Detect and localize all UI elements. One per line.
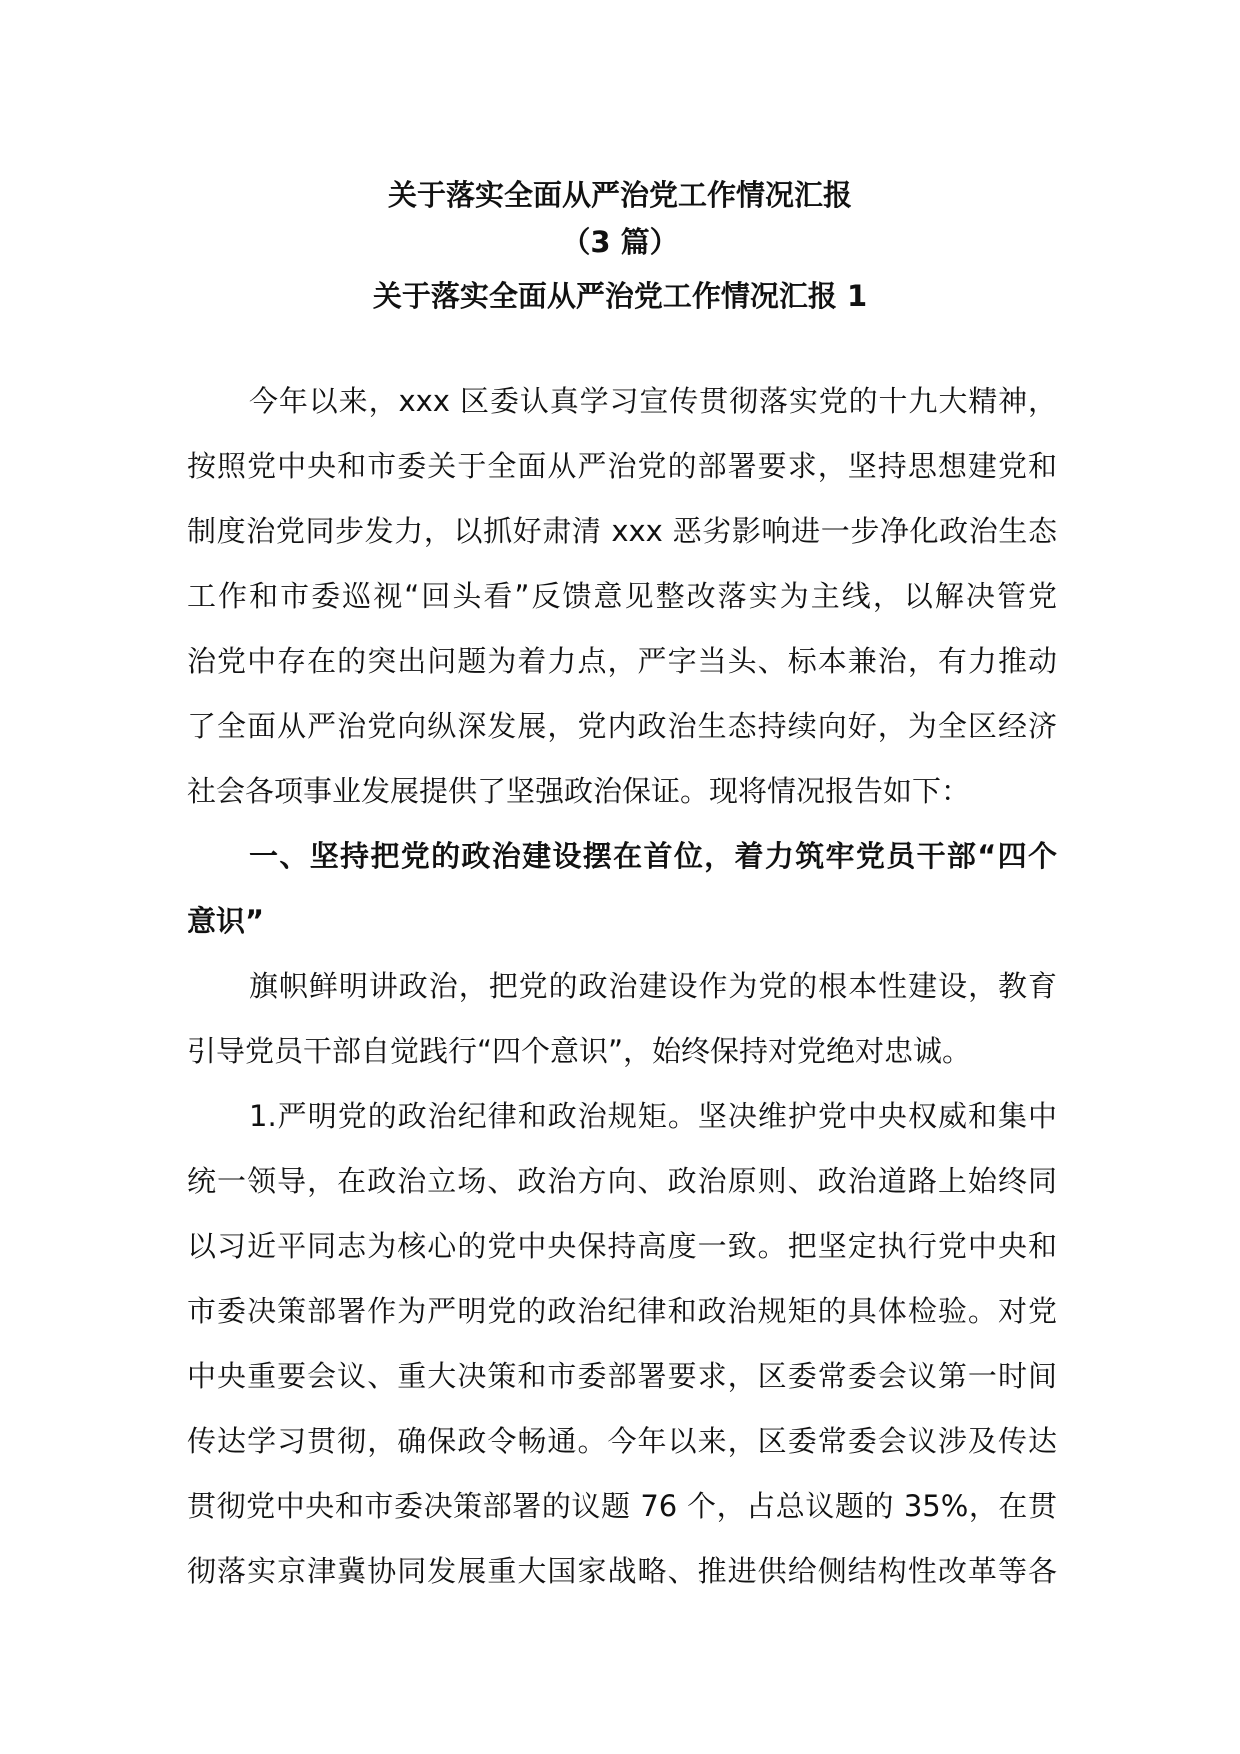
paragraph-line: 统一领导，在政治立场、政治方向、政治原则、政治道路上始终同 bbox=[187, 1164, 1057, 1198]
paragraph-line: 社会各项事业发展提供了坚强政治保证。现将情况报告如下： bbox=[187, 774, 971, 808]
paragraph-line: 按照党中央和市委关于全面从严治党的部署要求，坚持思想建党和 bbox=[187, 449, 1057, 483]
paragraph-line: 引导党员干部自觉践行“四个意识”，始终保持对党绝对忠诚。 bbox=[187, 1034, 972, 1068]
paragraph-line: 制度治党同步发力，以抓好肃清 xxx 恶劣影响进一步净化政治生态 bbox=[187, 514, 1057, 548]
heading-line: 一、坚持把党的政治建设摆在首位，着力筑牢党员干部“四个 bbox=[249, 839, 1057, 873]
document-body bbox=[187, 369, 1057, 1604]
paragraph-line: 彻落实京津冀协同发展重大国家战略、推进供给侧结构性改革等各 bbox=[187, 1554, 1057, 1588]
paragraph-line: 贯彻党中央和市委决策部署的议题 76 个，占总议题的 35%，在贯 bbox=[187, 1489, 1057, 1523]
paragraph-line: 今年以来，xxx 区委认真学习宣传贯彻落实党的十九大精神， bbox=[249, 384, 1057, 418]
paragraph-line: 旗帜鲜明讲政治，把党的政治建设作为党的根本性建设，教育 bbox=[249, 969, 1057, 1003]
paragraph-line: 市委决策部署作为严明党的政治纪律和政治规矩的具体检验。对党 bbox=[187, 1294, 1057, 1328]
paragraph-line: 传达学习贯彻，确保政令畅通。今年以来，区委常委会议涉及传达 bbox=[187, 1424, 1057, 1458]
paragraph-line: 治党中存在的突出问题为着力点，严字当头、标本兼治，有力推动 bbox=[187, 644, 1057, 678]
section-title: 关于落实全面从严治党工作情况汇报 1 bbox=[372, 279, 868, 313]
paragraph-line: 中央重要会议、重大决策和市委部署要求，区委常委会议第一时间 bbox=[187, 1359, 1057, 1393]
paragraph-line: 了全面从严治党向纵深发展，党内政治生态持续向好，为全区经济 bbox=[187, 709, 1057, 743]
paragraph-line: 以习近平同志为核心的党中央保持高度一致。把坚定执行党中央和 bbox=[187, 1229, 1057, 1263]
paragraph-line: 工作和市委巡视“回头看”反馈意见整改落实为主线，以解决管党 bbox=[187, 579, 1057, 613]
paragraph-line: 1.严明党的政治纪律和政治规矩。坚决维护党中央权威和集中 bbox=[249, 1099, 1057, 1133]
document-subtitle: （3 篇） bbox=[561, 225, 679, 259]
heading-line: 意识” bbox=[187, 904, 265, 938]
document-title: 关于落实全面从严治党工作情况汇报 bbox=[387, 178, 852, 212]
